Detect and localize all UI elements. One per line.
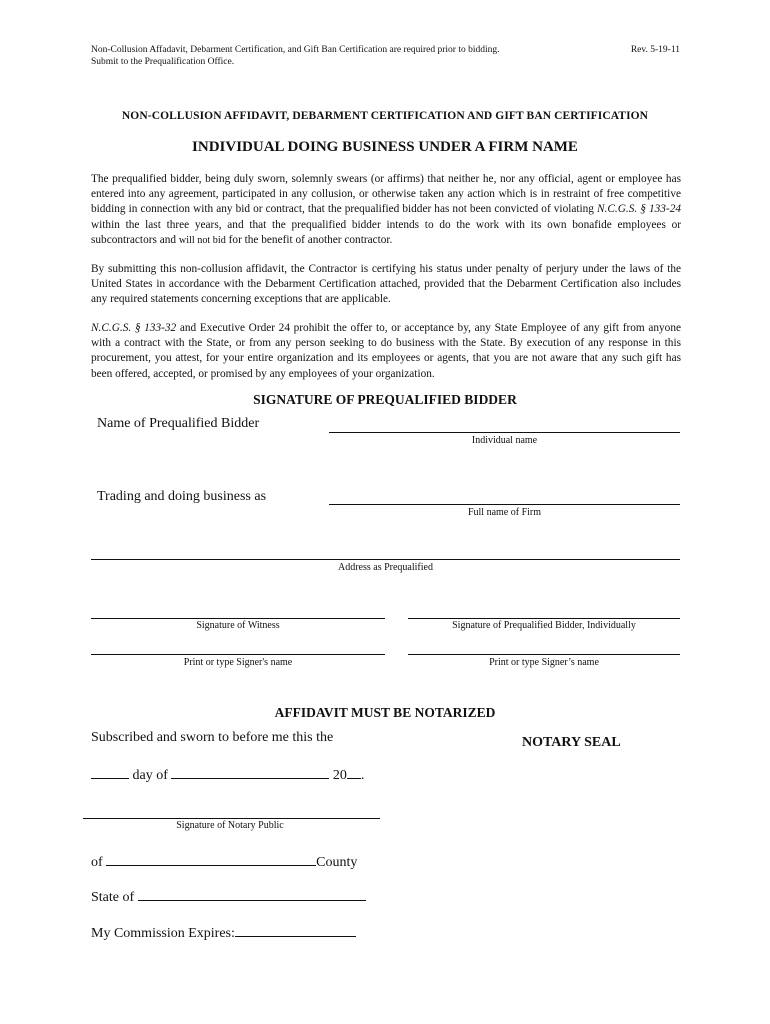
month-field[interactable] — [171, 764, 329, 779]
state-text: State of — [91, 890, 135, 905]
year-prefix: 20 — [332, 768, 347, 783]
day-of-line — [91, 764, 364, 784]
paragraph-gift-ban — [91, 321, 681, 382]
year-field[interactable] — [347, 764, 361, 779]
of-text: of — [91, 855, 103, 870]
witness-print-name-caption: Print or type Signer's name — [183, 657, 293, 668]
paragraph-collusion-part1: The prequalified bidder, being duly sworn, solemnly swears (or affirms) that neither he, nor any official, agent or employee has entered into any agreement, participated in any collusion, or otherwise taken any action which is in restraint of free competitive bidding in connection with any bid or contract, that the prequalified bidder has not been convicted of violating — [91, 173, 681, 216]
notary-signature-line[interactable] — [83, 818, 380, 819]
county-text: County — [316, 855, 358, 870]
statute-reference-133-32: N.C.G.S. § 133-32 — [91, 322, 177, 334]
header-note-line2: Submit to the Prequalification Office. — [91, 57, 235, 67]
document-title: NON-COLLUSION AFFIDAVIT, DEBARMENT CERTIFICATION AND GIFT BAN CERTIFICATION — [121, 110, 649, 122]
state-field[interactable] — [138, 886, 366, 901]
header-note — [91, 44, 561, 68]
paragraph-gift-ban-text: and Executive Order 24 prohibit the offer to, or acceptance by, any State Employee of any gift from anyone with a contract with the State, or from any person seeking to do business with the State. By execution of any response in this procurement, you attest, for your entire organization and its employees or agents, that you are not aware that any such gift has been offered, accepted, or promised by any employees of your organization. — [91, 322, 681, 380]
witness-print-name-line[interactable] — [91, 654, 385, 655]
county-line — [91, 851, 357, 871]
paragraph-collusion-part3: will not bid — [178, 234, 226, 246]
paragraph-collusion-part2: within the last three years, and that the prequalified bidder intends to do the work with its own bonafide employees or subcontractors and — [91, 218, 681, 246]
address-line[interactable] — [91, 559, 680, 560]
bidder-signature-line[interactable] — [408, 618, 680, 619]
commission-field[interactable] — [235, 922, 356, 937]
notary-heading: AFFIDAVIT MUST BE NOTARIZED — [274, 705, 496, 720]
document-subtitle: INDIVIDUAL DOING BUSINESS UNDER A FIRM NAME — [192, 139, 578, 155]
paragraph-collusion — [91, 172, 681, 248]
year-end: . — [360, 768, 365, 783]
notary-signature-caption: Signature of Notary Public — [176, 820, 284, 831]
bidder-signature-caption: Signature of Prequalified Bidder, Individually — [452, 620, 636, 631]
paragraph-debarment: By submitting this non-collusion affidavit, the Contractor is certifying his status under penalty of perjury under the laws of the United States in accordance with the Debarment Certification attached, provided that the Debarment Certification also includes any required statements concerning exceptions that are applicable. — [91, 263, 681, 306]
bidder-name-label: Name of Prequalified Bidder — [97, 416, 260, 431]
witness-signature-caption: Signature of Witness — [196, 620, 280, 631]
county-field[interactable] — [106, 851, 316, 866]
address-caption: Address as Prequalified — [338, 562, 433, 573]
commission-text: My Commission Expires: — [91, 926, 235, 941]
individual-name-caption: Individual name — [471, 435, 538, 446]
firm-name-line[interactable] — [329, 504, 680, 505]
bidder-print-name-caption: Print or type Signer’s name — [489, 657, 599, 668]
revision-label: Rev. 5-19-11 — [630, 45, 680, 55]
commission-line — [91, 922, 356, 942]
signature-heading: SIGNATURE OF PREQUALIFIED BIDDER — [253, 392, 517, 407]
paragraph-collusion-part4: for the benefit of another contractor. — [225, 233, 393, 246]
state-line — [91, 886, 366, 906]
day-field[interactable] — [91, 764, 129, 779]
witness-signature-line[interactable] — [91, 618, 385, 619]
firm-name-caption: Full name of Firm — [467, 507, 542, 518]
header-note-line1: Non-Collusion Affadavit, Debarment Certification, and Gift Ban Certification are required prior to bidding. — [91, 45, 500, 55]
bidder-print-name-line[interactable] — [408, 654, 680, 655]
day-of-text: day of — [132, 768, 168, 783]
notary-seal-label: NOTARY SEAL — [522, 735, 621, 750]
bidder-name-line[interactable] — [329, 432, 680, 433]
sworn-statement: Subscribed and sworn to before me this the — [91, 730, 334, 745]
statute-reference-133-24: N.C.G.S. § 133-24 — [597, 203, 681, 216]
trading-as-label: Trading and doing business as — [97, 489, 267, 504]
